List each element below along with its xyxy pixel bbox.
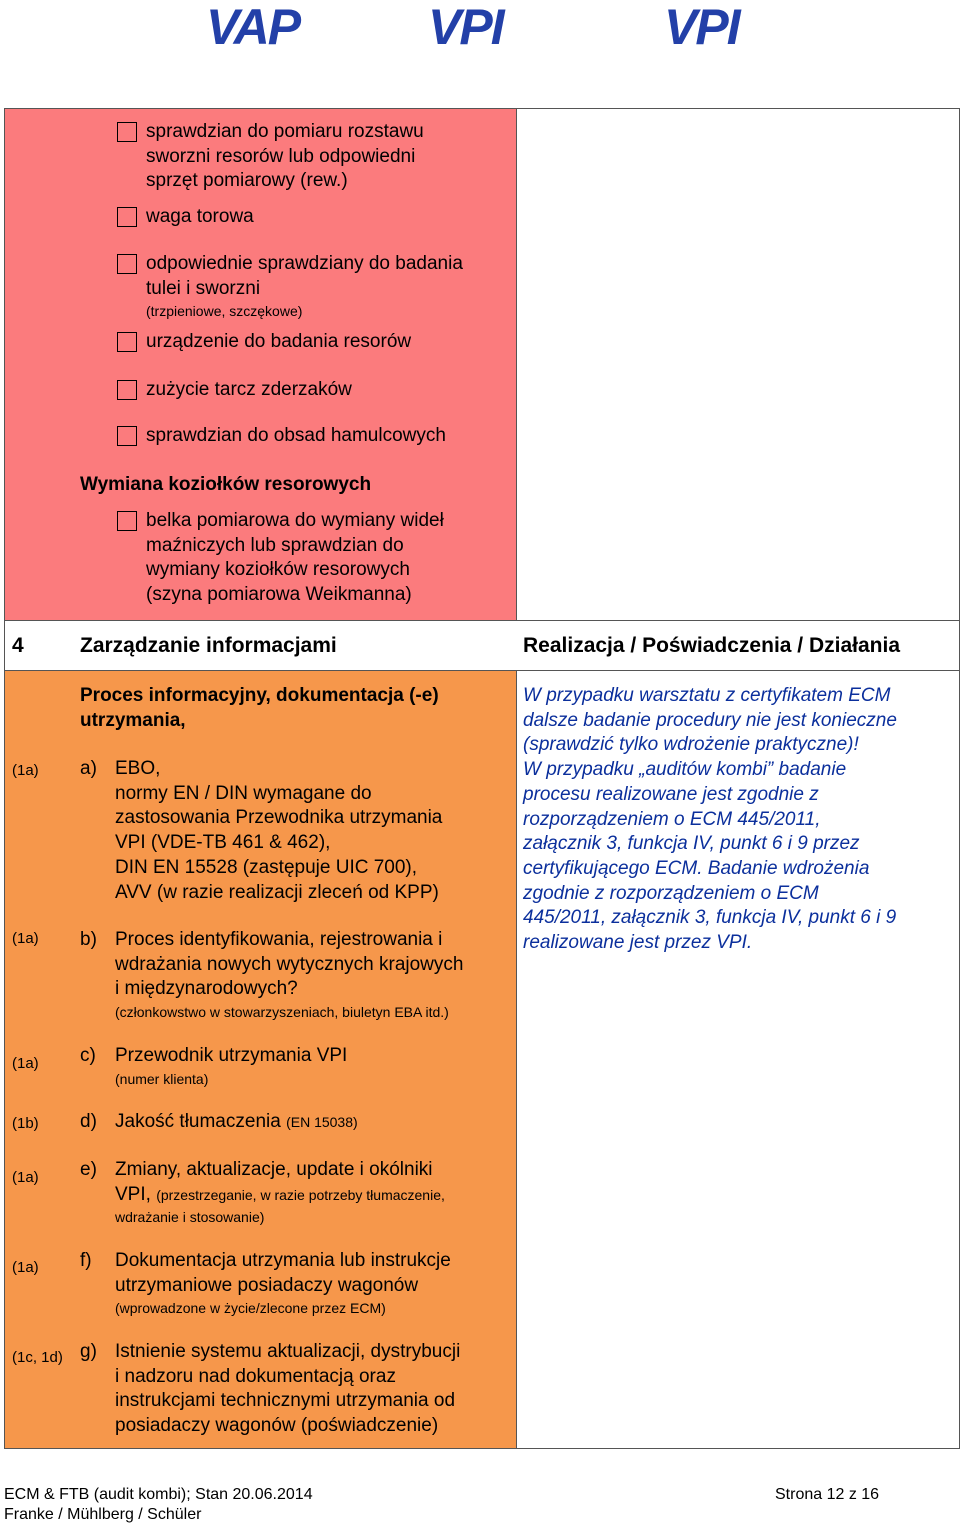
divider bbox=[516, 670, 517, 1448]
list-item: Przewodnik utrzymania VPI (numer klienta) bbox=[115, 1045, 348, 1087]
checklist-item: waga torowa bbox=[146, 206, 254, 227]
checkbox[interactable] bbox=[117, 207, 137, 227]
vpi-logo-2: VPI bbox=[664, 0, 739, 55]
vap-logo: VAP bbox=[206, 0, 300, 55]
checklist-item: sprawdzian do pomiaru rozstawu sworzni resorów lub odpowiedni sprzęt pomiarowy (rew.) bbox=[146, 121, 424, 192]
item-letter: c) bbox=[80, 1045, 96, 1066]
checkbox[interactable] bbox=[117, 380, 137, 400]
checkbox[interactable] bbox=[117, 254, 137, 274]
list-item: EBO, normy EN / DIN wymagane do zastosowania Przewodnika utrzymania VPI (VDE-TB 461 & 462), DIN EN 15528 (zastępuje UIC 700), AVV (w razie realizacji zleceń od KPP) bbox=[115, 758, 443, 903]
list-item: Istnienie systemu aktualizacji, dystrybucji i nadzoru nad dokumentacją oraz instrukcjami technicznymi utrzymania od posiadaczy wagonów (poświadczenie) bbox=[115, 1341, 461, 1437]
vpi-logo: VPI bbox=[428, 0, 503, 55]
item-letter: g) bbox=[80, 1341, 97, 1362]
list-item: Dokumentacja utrzymania lub instrukcje utrzymaniowe posiadaczy wagonów (wprowadzone w życie/zlecone przez ECM) bbox=[115, 1250, 451, 1317]
item-letter: a) bbox=[80, 758, 97, 779]
item-ref: (1a) bbox=[12, 1055, 39, 1072]
section-right-title: Realizacja / Poświadczenia / Działania bbox=[523, 634, 900, 657]
item-letter: b) bbox=[80, 929, 97, 950]
checkbox[interactable] bbox=[117, 122, 137, 142]
item-letter: d) bbox=[80, 1111, 97, 1132]
section-title: Zarządzanie informacjami bbox=[80, 634, 337, 657]
item-ref: (1a) bbox=[12, 1169, 39, 1186]
checklist-item: sprawdzian do obsad hamulcowych bbox=[146, 425, 446, 446]
right-note: W przypadku warsztatu z certyfikatem ECM dalsze badanie procedury nie jest konieczne (sprawdzić tylko wdrożenie praktyczne)! W przypadku „auditów kombi” badanie procesu realizowane jest zgodnie z rozporządzeniem o ECM 445/2011, załącznik 3, funkcja IV, punkt 6 i 9 przez certyfikującego ECM. Badanie wdrożenia zgodnie z rozporządzeniem o ECM 445/2011, załącznik 3, funkcja IV, punkt 6 i 9 realizowane jest przez VPI. bbox=[523, 685, 897, 954]
page-number: Strona 12 z 16 bbox=[775, 1486, 880, 1503]
footer-left: ECM & FTB (audit kombi); Stan 20.06.2014 Franke / Mühlberg / Schüler bbox=[4, 1486, 313, 1523]
item-ref: (1a) bbox=[12, 930, 39, 947]
item-letter: f) bbox=[80, 1250, 92, 1271]
subheading: Wymiana koziołków resorowych bbox=[80, 474, 372, 495]
divider bbox=[4, 670, 960, 671]
list-item: Jakość tłumaczenia (EN 15038) bbox=[115, 1111, 358, 1132]
list-item: Zmiany, aktualizacje, update i okólniki VPI, (przestrzeganie, w razie potrzeby tłumaczenie, wdrażanie i stosowanie) bbox=[115, 1159, 445, 1226]
section-number: 4 bbox=[12, 634, 24, 657]
item-ref: (1a) bbox=[12, 762, 39, 779]
subheading: Proces informacyjny, dokumentacja (-e) utrzymania, bbox=[80, 685, 439, 731]
checklist-item: urządzenie do badania resorów bbox=[146, 331, 412, 352]
checklist-item: zużycie tarcz zderzaków bbox=[146, 379, 352, 400]
item-ref: (1a) bbox=[12, 1259, 39, 1276]
checklist-item: belka pomiarowa do wymiany wideł maźniczych lub sprawdzian do wymiany koziołków resorowych (szyna pomiarowa Weikmanna) bbox=[146, 510, 444, 606]
divider bbox=[516, 108, 517, 620]
item-letter: e) bbox=[80, 1159, 97, 1180]
item-ref: (1c, 1d) bbox=[12, 1349, 63, 1366]
item-ref: (1b) bbox=[12, 1115, 39, 1132]
checkbox[interactable] bbox=[117, 332, 137, 352]
divider bbox=[4, 620, 960, 621]
list-item: Proces identyfikowania, rejestrowania i wdrażania nowych wytycznych krajowych i międzynarodowych? (członkowstwo w stowarzyszeniach, biuletyn EBA itd.) bbox=[115, 929, 464, 1021]
checklist-item: odpowiednie sprawdziany do badania tulei i sworzni (trzpieniowe, szczękowe) bbox=[146, 253, 463, 320]
checkbox[interactable] bbox=[117, 511, 137, 531]
checkbox[interactable] bbox=[117, 426, 137, 446]
